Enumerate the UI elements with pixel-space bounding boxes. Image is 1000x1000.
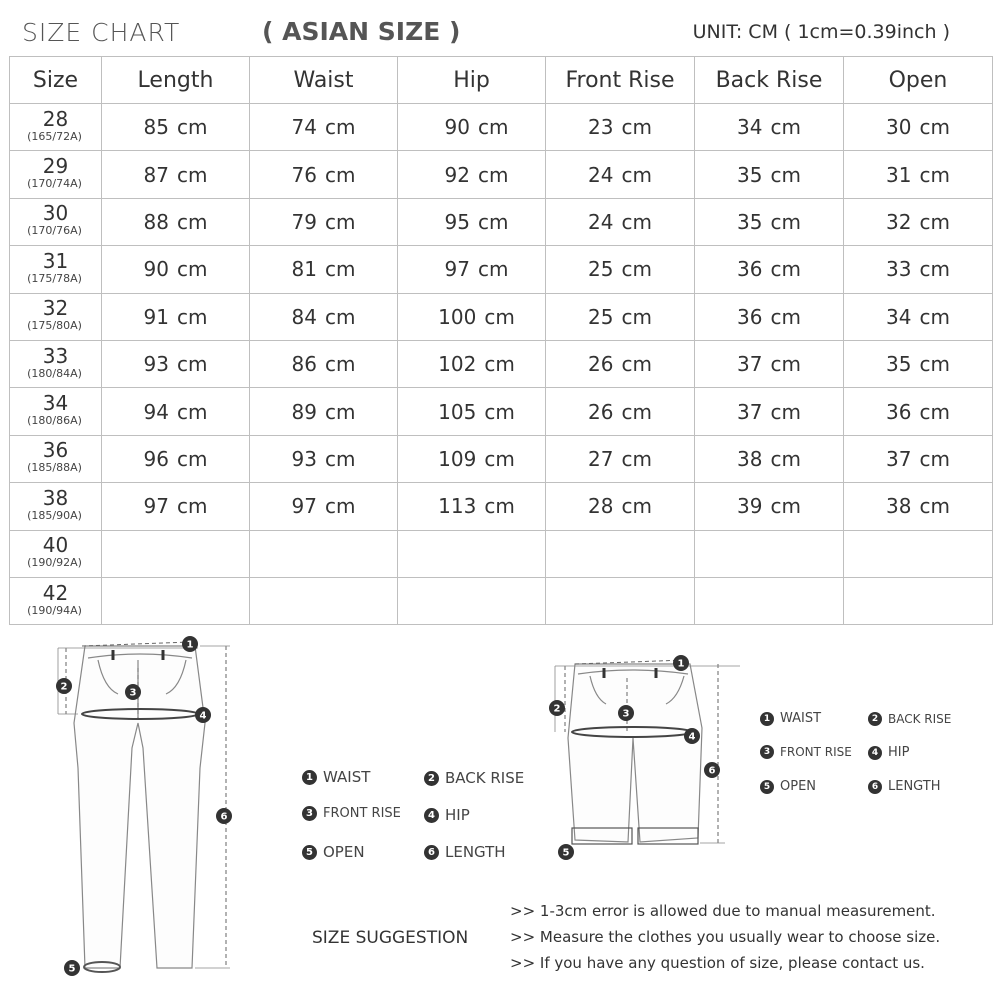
- measure-value: 93: [143, 352, 169, 377]
- measure-cell-waist: [250, 293, 398, 340]
- shorts-diagram-icon: [568, 664, 702, 844]
- table-row: [10, 293, 993, 340]
- measure-value: 96: [143, 446, 169, 471]
- measure-value: 39: [737, 494, 763, 519]
- table-row: [10, 340, 993, 387]
- size-cell: [10, 530, 102, 577]
- measure-value: 36: [886, 399, 912, 424]
- legend-item-back-rise: [424, 769, 524, 787]
- size-body-code: (175/78A): [27, 271, 82, 285]
- measure-cell-waist: [250, 435, 398, 482]
- legend-label: LENGTH: [445, 843, 506, 861]
- measure-value: 89: [291, 399, 317, 424]
- column-header-front-rise: Front Rise: [546, 57, 695, 104]
- suggestion-line: >> 1-3cm error is allowed due to manual measurement.: [510, 902, 936, 920]
- measure-cell-open: [844, 246, 993, 293]
- measure-cell-open: [844, 198, 993, 245]
- measure-unit: cm: [770, 399, 801, 424]
- measure-value: 91: [143, 304, 169, 329]
- measure-unit: cm: [484, 304, 515, 329]
- measure-value: 24: [588, 209, 614, 234]
- size-cell: [10, 435, 102, 482]
- measure-cell-open: [844, 388, 993, 435]
- measure-unit: cm: [770, 257, 801, 282]
- measure-cell-back-rise: [695, 151, 844, 198]
- measure-unit: cm: [770, 162, 801, 187]
- measure-unit: cm: [770, 304, 801, 329]
- measure-value: 37: [737, 399, 763, 424]
- size-number: 40: [42, 533, 69, 558]
- measure-unit: cm: [919, 304, 950, 329]
- size-body-code: (175/80A): [27, 319, 82, 333]
- measure-cell-front-rise: [546, 435, 695, 482]
- measure-value: 90: [143, 257, 169, 282]
- measure-value: 97: [143, 494, 169, 519]
- measure-unit: cm: [770, 209, 801, 234]
- measure-unit: cm: [770, 352, 801, 377]
- measure-unit: cm: [176, 494, 208, 519]
- column-header-hip: Hip: [398, 57, 546, 104]
- size-cell: [10, 388, 102, 435]
- measure-value: 94: [143, 399, 169, 424]
- size-number: 28: [42, 106, 69, 131]
- size-cell: [10, 340, 102, 387]
- size-number: 36: [42, 438, 69, 463]
- marker-number: 3: [622, 708, 630, 720]
- legend-label: HIP: [445, 806, 470, 824]
- suggestion-line: >> Measure the clothes you usually wear to choose size.: [510, 928, 941, 946]
- measure-value: 34: [886, 304, 912, 329]
- measure-value: 79: [291, 209, 317, 234]
- suggestion-line: >> If you have any question of size, please contact us.: [510, 954, 925, 972]
- marker-2-icon: 2: [424, 771, 439, 786]
- measure-cell-back-rise: [695, 435, 844, 482]
- measure-unit: cm: [919, 494, 950, 519]
- measure-unit: cm: [477, 209, 509, 234]
- marker-3-icon: 3: [760, 745, 774, 759]
- legend-label: OPEN: [323, 843, 365, 861]
- measure-cell-hip: [398, 530, 546, 577]
- measure-unit: cm: [621, 494, 652, 519]
- marker-number: 2: [60, 681, 68, 693]
- column-header-size: Size: [10, 57, 102, 104]
- measure-value: 35: [737, 162, 763, 187]
- measure-value: 85: [143, 115, 169, 140]
- measure-value: 36: [737, 257, 763, 282]
- measure-value: 27: [588, 446, 614, 471]
- measure-cell-back-rise: [695, 577, 844, 624]
- size-chart-title: SIZE CHART: [22, 18, 181, 47]
- marker-number: 1: [677, 658, 685, 670]
- measure-cell-front-rise: [546, 483, 695, 530]
- legend-label: BACK RISE: [888, 712, 952, 726]
- measure-cell-open: [844, 483, 993, 530]
- measure-unit: cm: [621, 162, 652, 187]
- measure-cell-open: [844, 577, 993, 624]
- size-number: 34: [42, 391, 69, 416]
- measure-value: 97: [291, 494, 317, 519]
- measure-cell-waist: [250, 246, 398, 293]
- column-header-length: Length: [102, 57, 250, 104]
- measure-unit: cm: [324, 304, 356, 329]
- measure-unit: cm: [324, 446, 356, 471]
- measure-unit: cm: [176, 115, 208, 140]
- measure-cell-back-rise: [695, 293, 844, 340]
- measure-unit: cm: [324, 494, 356, 519]
- measure-cell-waist: [250, 388, 398, 435]
- legend-label: BACK RISE: [445, 769, 525, 787]
- measure-cell-waist: [250, 530, 398, 577]
- legend-item-waist: [760, 711, 821, 726]
- measure-value: 38: [737, 446, 763, 471]
- measure-cell-hip: [398, 293, 546, 340]
- size-number: 42: [42, 580, 69, 605]
- measure-value: 87: [143, 162, 169, 187]
- measure-cell-hip: [398, 340, 546, 387]
- table-body: [10, 104, 993, 625]
- measure-unit: cm: [176, 399, 208, 424]
- measure-value: 34: [737, 115, 763, 140]
- size-number: 38: [42, 485, 69, 510]
- size-body-code: (185/90A): [27, 508, 82, 522]
- measure-unit: cm: [621, 115, 652, 140]
- measure-cell-length: [102, 388, 250, 435]
- measure-value: 30: [886, 115, 912, 140]
- marker-4-icon: 4: [868, 746, 882, 760]
- marker-6-icon: 6: [868, 780, 882, 794]
- measure-cell-hip: [398, 483, 546, 530]
- measure-value: 86: [291, 352, 317, 377]
- legend-item-front-rise: [302, 806, 401, 821]
- measure-cell-back-rise: [695, 246, 844, 293]
- measure-cell-length: [102, 246, 250, 293]
- size-body-code: (180/84A): [27, 366, 82, 380]
- measure-cell-front-rise: [546, 151, 695, 198]
- asian-size-label: ( ASIAN SIZE ): [262, 17, 461, 46]
- measure-unit: cm: [919, 209, 950, 234]
- legend-label: LENGTH: [888, 779, 941, 794]
- measure-cell-front-rise: [546, 577, 695, 624]
- marker-3-icon: 3: [302, 806, 317, 821]
- measure-cell-length: [102, 198, 250, 245]
- size-suggestion-title: SIZE SUGGESTION: [312, 928, 469, 948]
- measure-cell-back-rise: [695, 530, 844, 577]
- measure-value: 24: [588, 162, 614, 187]
- table-row: [10, 577, 993, 624]
- measure-value: 38: [886, 494, 912, 519]
- legend-item-length: [424, 843, 506, 861]
- marker-5-icon: 5: [302, 845, 317, 860]
- measure-value: 26: [588, 352, 614, 377]
- table-row: [10, 388, 993, 435]
- size-cell: [10, 246, 102, 293]
- measure-value: 81: [291, 257, 317, 282]
- measure-value: 93: [291, 446, 317, 471]
- size-body-code: (190/94A): [27, 603, 82, 617]
- marker-1-icon: 1: [760, 712, 774, 726]
- legend-label: FRONT RISE: [323, 806, 401, 821]
- measure-unit: cm: [919, 115, 950, 140]
- marker-number: 6: [220, 811, 228, 823]
- measure-value: 37: [886, 446, 912, 471]
- measure-cell-hip: [398, 577, 546, 624]
- measure-value: 25: [588, 257, 614, 282]
- measure-value: 84: [291, 304, 317, 329]
- measure-cell-open: [844, 151, 993, 198]
- measure-unit: cm: [770, 115, 801, 140]
- measure-cell-front-rise: [546, 530, 695, 577]
- measure-value: 28: [588, 494, 614, 519]
- size-cell: [10, 577, 102, 624]
- legend-item-waist: [302, 768, 370, 786]
- measure-value: 105: [438, 399, 477, 424]
- marker-2-icon: 2: [868, 712, 882, 726]
- measure-unit: cm: [621, 304, 652, 329]
- size-suggestion-notes: [510, 902, 940, 980]
- measure-cell-waist: [250, 104, 398, 151]
- marker-number: 3: [129, 687, 137, 699]
- measure-cell-front-rise: [546, 104, 695, 151]
- size-cell: [10, 293, 102, 340]
- table-row: [10, 483, 993, 530]
- measure-unit: cm: [477, 162, 509, 187]
- size-number: 31: [42, 248, 69, 273]
- size-body-code: (170/76A): [27, 224, 82, 238]
- legend-label: FRONT RISE: [780, 745, 852, 759]
- column-header-back-rise: Back Rise: [695, 57, 844, 104]
- measure-unit: cm: [621, 257, 652, 282]
- table-row: [10, 198, 993, 245]
- size-number: 30: [42, 201, 69, 226]
- measure-unit: cm: [919, 352, 950, 377]
- measure-cell-length: [102, 483, 250, 530]
- marker-6-icon: 6: [424, 845, 439, 860]
- measure-cell-back-rise: [695, 198, 844, 245]
- measure-cell-length: [102, 577, 250, 624]
- measure-cell-length: [102, 104, 250, 151]
- measure-unit: cm: [484, 446, 515, 471]
- unit-label: UNIT: CM ( 1cm=0.39inch ): [692, 21, 950, 43]
- measure-value: 74: [291, 115, 317, 140]
- measure-unit: cm: [324, 209, 356, 234]
- size-body-code: (180/86A): [27, 414, 82, 428]
- measure-cell-back-rise: [695, 483, 844, 530]
- measure-value: 23: [588, 115, 614, 140]
- measure-unit: cm: [176, 446, 208, 471]
- measure-value: 102: [438, 352, 477, 377]
- measure-value: 33: [886, 257, 912, 282]
- size-body-code: (185/88A): [27, 461, 82, 475]
- measure-value: 113: [438, 494, 477, 519]
- measure-unit: cm: [324, 115, 356, 140]
- measure-unit: cm: [477, 115, 509, 140]
- measure-value: 95: [444, 209, 470, 234]
- table-row: [10, 151, 993, 198]
- measure-value: 32: [886, 209, 912, 234]
- size-cell: [10, 151, 102, 198]
- measure-cell-length: [102, 530, 250, 577]
- measure-value: 35: [886, 352, 912, 377]
- marker-number: 6: [708, 765, 716, 777]
- measure-unit: cm: [770, 446, 801, 471]
- measure-unit: cm: [484, 494, 515, 519]
- table-row: [10, 246, 993, 293]
- legend-item-open: [760, 779, 816, 794]
- size-cell: [10, 483, 102, 530]
- measure-cell-hip: [398, 388, 546, 435]
- legend-item-hip: [424, 806, 470, 824]
- measure-cell-front-rise: [546, 198, 695, 245]
- marker-1-icon: 1: [302, 770, 317, 785]
- measure-cell-front-rise: [546, 246, 695, 293]
- measure-unit: cm: [621, 209, 652, 234]
- measurement-diagrams: [0, 628, 1000, 1000]
- measure-unit: cm: [324, 162, 356, 187]
- measure-unit: cm: [621, 352, 652, 377]
- measure-unit: cm: [324, 352, 356, 377]
- size-cell: [10, 198, 102, 245]
- measure-value: 100: [438, 304, 477, 329]
- measure-unit: cm: [324, 399, 356, 424]
- table-header-row: [10, 57, 993, 104]
- table-row: [10, 435, 993, 482]
- measure-unit: cm: [176, 352, 208, 377]
- measure-value: 88: [143, 209, 169, 234]
- marker-4-icon: 4: [424, 808, 439, 823]
- measure-cell-back-rise: [695, 388, 844, 435]
- size-body-code: (170/74A): [27, 177, 82, 191]
- measure-cell-waist: [250, 340, 398, 387]
- size-number: 33: [42, 343, 69, 368]
- marker-number: 1: [186, 639, 194, 651]
- measure-value: 36: [737, 304, 763, 329]
- marker-number: 5: [562, 847, 570, 859]
- marker-number: 4: [688, 731, 696, 743]
- measure-value: 31: [886, 162, 912, 187]
- measure-cell-front-rise: [546, 388, 695, 435]
- measure-unit: cm: [919, 446, 950, 471]
- measure-unit: cm: [324, 257, 356, 282]
- measure-cell-back-rise: [695, 340, 844, 387]
- column-header-open: Open: [844, 57, 993, 104]
- measure-unit: cm: [176, 257, 208, 282]
- measure-cell-waist: [250, 198, 398, 245]
- measure-cell-hip: [398, 104, 546, 151]
- measure-cell-length: [102, 435, 250, 482]
- legend-label: WAIST: [323, 768, 371, 786]
- measure-value: 109: [438, 446, 477, 471]
- measure-cell-hip: [398, 198, 546, 245]
- measure-value: 37: [737, 352, 763, 377]
- column-header-waist: Waist: [250, 57, 398, 104]
- measure-cell-front-rise: [546, 293, 695, 340]
- size-body-code: (190/92A): [27, 556, 82, 570]
- measure-unit: cm: [770, 494, 801, 519]
- legend-item-hip: [868, 745, 909, 760]
- measure-cell-length: [102, 151, 250, 198]
- measure-cell-hip: [398, 435, 546, 482]
- measure-cell-waist: [250, 577, 398, 624]
- legend-label: HIP: [888, 745, 910, 760]
- measure-cell-length: [102, 293, 250, 340]
- measure-unit: cm: [484, 399, 515, 424]
- measure-value: 76: [291, 162, 317, 187]
- measure-unit: cm: [621, 446, 652, 471]
- size-number: 29: [42, 154, 69, 179]
- size-body-code: (165/72A): [27, 129, 82, 143]
- measure-cell-front-rise: [546, 340, 695, 387]
- measure-unit: cm: [477, 257, 509, 282]
- size-number: 32: [42, 296, 69, 321]
- measure-unit: cm: [919, 162, 950, 187]
- table-row: [10, 104, 993, 151]
- measure-unit: cm: [176, 209, 208, 234]
- measure-cell-waist: [250, 151, 398, 198]
- measure-value: 97: [444, 257, 470, 282]
- measure-unit: cm: [621, 399, 652, 424]
- measure-value: 25: [588, 304, 614, 329]
- legend-item-open: [302, 843, 365, 861]
- marker-5-icon: 5: [760, 780, 774, 794]
- measure-cell-open: [844, 340, 993, 387]
- measure-unit: cm: [919, 257, 950, 282]
- marker-number: 2: [553, 703, 561, 715]
- measure-unit: cm: [484, 352, 515, 377]
- measure-cell-length: [102, 340, 250, 387]
- measure-cell-open: [844, 530, 993, 577]
- measure-cell-open: [844, 104, 993, 151]
- measure-value: 26: [588, 399, 614, 424]
- size-table: [9, 56, 993, 625]
- legend-item-back-rise: [868, 712, 951, 726]
- legend-label: WAIST: [780, 711, 822, 726]
- measure-value: 35: [737, 209, 763, 234]
- measure-cell-open: [844, 435, 993, 482]
- measure-cell-hip: [398, 151, 546, 198]
- marker-number: 5: [68, 963, 76, 975]
- table-row: [10, 530, 993, 577]
- measure-cell-back-rise: [695, 104, 844, 151]
- chart-header: [0, 0, 1000, 58]
- measure-unit: cm: [176, 304, 208, 329]
- measure-cell-open: [844, 293, 993, 340]
- size-cell: [10, 104, 102, 151]
- marker-number: 4: [199, 710, 207, 722]
- measure-unit: cm: [176, 162, 208, 187]
- measure-value: 90: [444, 115, 470, 140]
- measure-unit: cm: [919, 399, 950, 424]
- legend-label: OPEN: [780, 779, 817, 794]
- measure-cell-hip: [398, 246, 546, 293]
- measure-value: 92: [444, 162, 470, 187]
- measure-cell-waist: [250, 483, 398, 530]
- legend-item-front-rise: [760, 745, 852, 759]
- legend-item-length: [868, 779, 941, 794]
